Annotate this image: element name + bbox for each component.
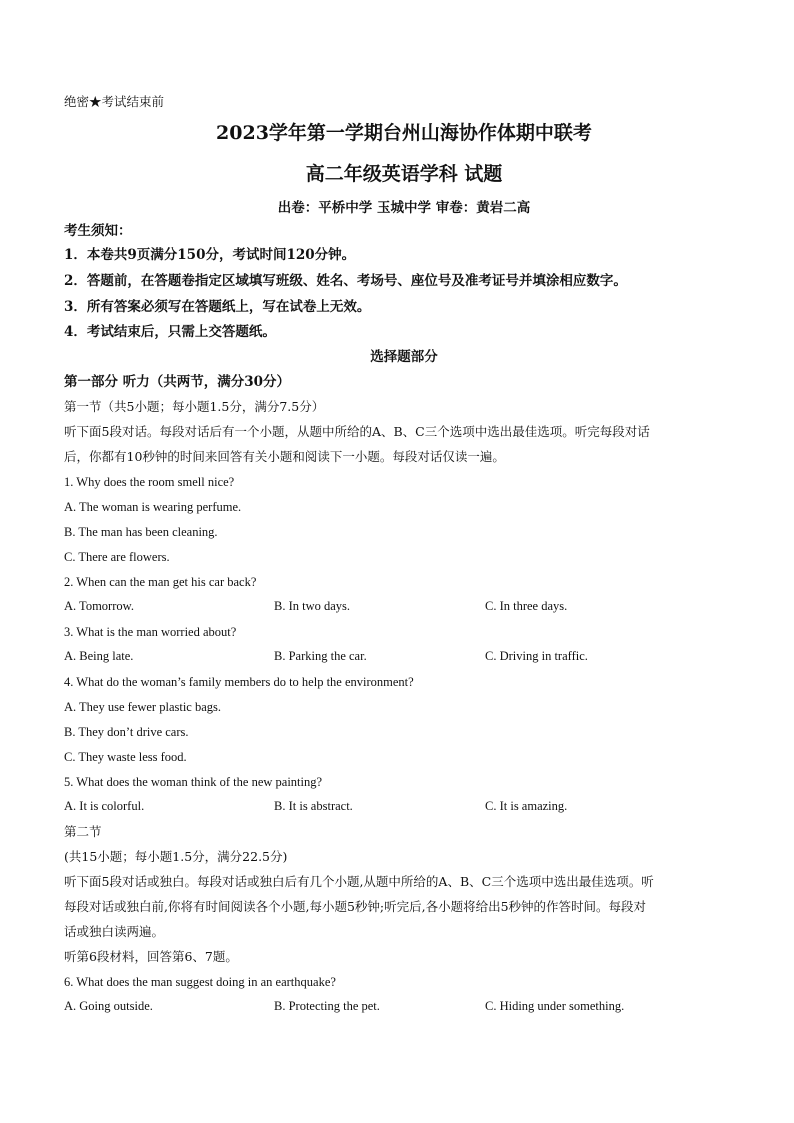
- notice-item-4: 4．考试结束后，只需上交答题纸。: [64, 324, 276, 340]
- q3-option-b: B. Parking the car.: [274, 649, 367, 663]
- sec2-instruction-3: 话或独白读两遍。: [64, 924, 165, 939]
- sec1-title: 第一节（共5小题；每小题1.5分，满分7.5分）: [64, 399, 325, 414]
- q4-option-c: C. They waste less food.: [64, 750, 187, 764]
- sec2-subtitle: (共15小题；每小题1.5分，满分22.5分): [64, 849, 288, 864]
- question-1: 1. Why does the room smell nice?: [64, 475, 235, 489]
- q4-option-b: B. They don’t drive cars.: [64, 725, 189, 739]
- secret-label: 绝密★考试结束前: [64, 94, 165, 109]
- q6-option-b: B. Protecting the pet.: [274, 999, 380, 1013]
- notice-item-3: 3．所有答案必须写在答题纸上，写在试卷上无效。: [64, 299, 371, 315]
- question-6: 6. What does the man suggest doing in an earthquake?: [64, 975, 336, 989]
- q1-option-b: B. The man has been cleaning.: [64, 525, 218, 539]
- sec1-instruction-1: 听下面5段对话。每段对话后有一个小题，从题中所给的A、B、C三个选项中选出最佳选项。听完每段对话: [64, 424, 650, 439]
- notice-item-1: 1．本卷共9页满分150分，考试时间120分钟。: [64, 247, 356, 263]
- material-6-label: 听第6段材料，回答第6、7题。: [64, 949, 238, 964]
- notice-item-2: 2．答题前，在答题卷指定区域填写班级、姓名、考场号、座位号及准考证号并填涂相应数字。: [64, 273, 627, 289]
- q6-option-a: A. Going outside.: [64, 999, 153, 1013]
- section-title: 选择题部分: [370, 349, 438, 365]
- q3-option-c: C. Driving in traffic.: [485, 649, 588, 663]
- q2-option-b: B. In two days.: [274, 599, 351, 613]
- q3-option-a: A. Being late.: [64, 649, 134, 663]
- q6-option-c: C. Hiding under something.: [485, 999, 625, 1013]
- q5-option-a: A. It is colorful.: [64, 799, 145, 813]
- sec1-instruction-2: 后，你都有10秒钟的时间来回答有关小题和阅读下一小题。每段对话仅读一遍。: [64, 449, 505, 464]
- authors-line: 出卷：平桥中学 玉城中学 审卷：黄岩二高: [277, 200, 531, 216]
- question-2: 2. When can the man get his car back?: [64, 575, 257, 589]
- exam-subtitle: 高二年级英语学科 试题: [305, 163, 503, 185]
- question-5: 5. What does the woman think of the new painting?: [64, 775, 323, 789]
- q4-option-a: A. They use fewer plastic bags.: [64, 700, 222, 714]
- q2-option-c: C. In three days.: [485, 599, 568, 613]
- question-3: 3. What is the man worried about?: [64, 625, 237, 639]
- part1-title: 第一部分 听力（共两节，满分30分）: [64, 374, 290, 390]
- q1-option-c: C. There are flowers.: [64, 550, 170, 564]
- question-4: 4. What do the woman’s family members do to help the environment?: [64, 675, 414, 689]
- sec2-instruction-1: 听下面5段对话或独白。每段对话或独白后有几个小题,从题中所给的A、B、C三个选项中选出最佳选项。听: [64, 874, 654, 889]
- q5-option-c: C. It is amazing.: [485, 799, 568, 813]
- q1-option-a: A. The woman is wearing perfume.: [64, 500, 242, 514]
- sec2-instruction-2: 每段对话或独白前,你将有时间阅读各个小题,每小题5秒钟;听完后,各小题将给出5秒钟的作答时间。每段对: [64, 899, 647, 914]
- exam-title: 2023学年第一学期台州山海协作体期中联考: [216, 122, 592, 144]
- sec2-title: 第二节: [64, 824, 102, 839]
- q5-option-b: B. It is abstract.: [274, 799, 353, 813]
- q2-option-a: A. Tomorrow.: [64, 599, 134, 613]
- notice-heading: 考生须知：: [64, 223, 132, 239]
